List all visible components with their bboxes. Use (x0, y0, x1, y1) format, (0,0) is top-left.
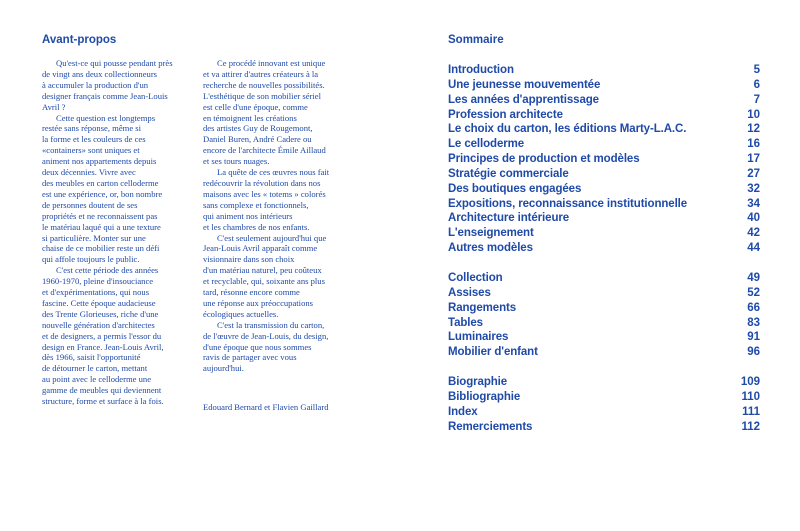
text-line: une réponse aux préoccupations (203, 297, 314, 308)
toc-entry (448, 271, 760, 286)
toc-entry-page: 6 (753, 78, 760, 91)
text-line: chaise de ce mobilier reste un défi (42, 243, 160, 254)
toc-entry-page: 109 (740, 376, 760, 388)
text-line: d'un matériau naturel, peu coûteux (203, 265, 322, 276)
avant-propos-title: Avant-propos (42, 34, 117, 46)
toc-entry-label: Tables (448, 316, 483, 329)
toc-entry-label: Assises (448, 286, 491, 299)
toc-entry-label: Mobilier d'enfant (448, 346, 538, 359)
toc-entry-label: Architecture intérieure (448, 212, 570, 225)
toc-entry-page: 16 (747, 138, 760, 151)
paragraph (203, 58, 353, 167)
toc-entry-page: 110 (741, 390, 760, 403)
toc-group-annexes (448, 375, 760, 434)
text-line: tard, résonne encore comme (203, 287, 300, 298)
text-line: ravis de partager avec vous (203, 352, 297, 363)
toc-entry-page: 112 (741, 420, 760, 433)
text-line: nouvelle génération d'architectes (42, 319, 155, 330)
text-line: si particulière. Monter sur une (42, 232, 146, 243)
toc-entry-page: 12 (747, 123, 760, 136)
toc-entry-page: 52 (747, 286, 760, 299)
text-line: de vingt ans deux collectionneurs (42, 68, 158, 79)
toc-entry (448, 197, 760, 212)
text-line: recherche de nouvelles possibilités. (203, 79, 325, 90)
text-line: fascine. Cette époque audacieuse (42, 297, 156, 308)
text-line: des meubles en carton celloderme (42, 177, 159, 188)
text-line: en témoignent les créations (203, 112, 297, 123)
toc-entry (448, 405, 760, 420)
text-line: designer français comme Jean-Louis (42, 90, 168, 101)
text-line: d'une époque que nous sommes (203, 341, 312, 352)
toc-entry (448, 78, 760, 93)
signature: Edouard Bernard et Flavien Gaillard (203, 402, 329, 412)
toc-entry (448, 316, 760, 331)
text-line: visionnaire dans son choix (203, 254, 295, 265)
toc-entry-label: Stratégie commerciale (448, 167, 569, 180)
text-line: des artistes Guy de Rougemont, (203, 123, 313, 134)
text-line: Cette question est longtemps (56, 112, 156, 123)
toc-entry (448, 108, 760, 123)
text-line: et recyclable, qui, soixante ans plus (203, 276, 325, 287)
sommaire-title: Sommaire (448, 34, 504, 46)
toc-entry-label: Luminaires (448, 331, 509, 344)
toc-entry-page: 44 (747, 242, 760, 255)
toc-entry-page: 10 (747, 108, 760, 121)
text-line: Ce procédé innovant est unique (217, 58, 326, 68)
toc-entry-label: Profession architecte (448, 108, 563, 121)
toc-entry-label: Collection (448, 272, 503, 284)
toc-entry-page: 32 (747, 182, 760, 195)
toc-entry-label: Les années d'apprentissage (448, 93, 599, 106)
toc-entry (448, 211, 760, 226)
paragraph (203, 233, 353, 320)
text-line: à accumuler la production d'un (42, 79, 149, 90)
text-line: et va attirer d'autres créateurs à la (203, 68, 319, 79)
text-line: deux décennies. Vivre avec (42, 167, 136, 178)
toc-entry-page: 49 (747, 272, 760, 284)
toc-entry-page: 40 (747, 212, 760, 225)
toc-entry-page: 91 (747, 331, 760, 344)
text-line: encore de l'architecte Émile Aillaud (203, 145, 326, 156)
toc-entry-page: 66 (747, 301, 760, 314)
toc-entry-page: 5 (753, 64, 760, 76)
text-line: aujourd'hui. (203, 363, 244, 374)
text-line: restée sans réponse, même si (42, 123, 142, 134)
paragraph (203, 320, 353, 375)
toc-entry-label: Le choix du carton, les éditions Marty-L.A.C. (448, 123, 687, 136)
text-line: qui animent nos intérieurs (203, 210, 293, 221)
toc-group-chapters (448, 63, 760, 256)
text-line: structure, forme et surface à la fois. (42, 396, 164, 407)
toc-entry-label: Introduction (448, 64, 514, 76)
text-line: de détourner le carton, mettant (42, 363, 148, 374)
toc-entry (448, 420, 760, 435)
text-line: au point avec le celloderme une (42, 374, 152, 385)
toc-entry (448, 167, 760, 182)
toc-group-collection (448, 271, 760, 360)
text-line: Jean-Louis Avril apparaît comme (203, 243, 318, 254)
toc-entry-label: Index (448, 405, 478, 418)
text-line: gamme de meubles qui deviennent (42, 385, 162, 396)
text-line: La quête de ces œuvres nous fait (217, 167, 330, 178)
toc-entry-label: Le celloderme (448, 138, 525, 151)
text-line: redécouvrir la révolution dans nos (203, 177, 321, 188)
toc-entry-page: 27 (747, 167, 760, 180)
toc-entry (448, 286, 760, 301)
avant-propos-column-2 (203, 58, 353, 374)
toc-entry (448, 375, 760, 390)
text-line: le matériau laqué qui a une texture (42, 221, 161, 232)
toc-entry-page: 42 (747, 227, 760, 240)
toc-entry-label: Principes de production et modèles (448, 153, 640, 166)
toc-entry (448, 301, 760, 316)
text-line: et ses tours nuages. (203, 156, 270, 167)
toc-entry-label: Expositions, reconnaissance institutionnelle (448, 197, 688, 210)
avant-propos-column-1 (42, 58, 192, 407)
text-line: L'esthétique de son mobilier sériel (203, 90, 322, 101)
toc-entry-page: 17 (747, 153, 760, 166)
toc-entry (448, 152, 760, 167)
text-line: de personnes doutent de ses (42, 199, 138, 210)
text-line: des Trente Glorieuses, riche d'une (42, 308, 159, 319)
text-line: propriétés et ne reconnaissent pas (42, 210, 158, 221)
text-line: C'est la transmission du carton, (217, 319, 325, 330)
toc-entry (448, 241, 760, 256)
text-line: et de designers, a permis l'essor du (42, 330, 162, 341)
toc-entry (448, 137, 760, 152)
paragraph (42, 58, 192, 113)
toc-entry-label: L'enseignement (448, 227, 534, 240)
text-line: la forme et les couleurs de ces (42, 134, 146, 145)
toc-entry (448, 390, 760, 405)
text-line: dès 1966, saisit l'opportunité (42, 352, 141, 363)
text-line: Avril ? (42, 101, 66, 112)
text-line: animent nos appartements depuis (42, 156, 157, 167)
toc-entry-label: Biographie (448, 376, 508, 388)
toc-entry-page: 83 (747, 316, 760, 329)
text-line: C'est cette période des années (56, 265, 159, 276)
text-line: et d'expérimentations, qui nous (42, 287, 150, 298)
toc-entry (448, 63, 760, 78)
text-line: «containers» sont uniques et (42, 145, 140, 156)
toc-entry-label: Bibliographie (448, 390, 521, 403)
text-line: et les chambres de nos enfants. (203, 221, 310, 232)
toc-entry-label: Autres modèles (448, 242, 533, 255)
text-line: de l'œuvre de Jean-Louis, du design, (203, 330, 329, 341)
paragraph (42, 265, 192, 407)
toc-entry-label: Une jeunesse mouvementée (448, 78, 601, 91)
text-line: sans complexe et fonctionnels, (203, 199, 309, 210)
text-line: qui affole toujours le public. (42, 254, 140, 265)
toc-entry-page: 34 (747, 197, 760, 210)
toc-entry (448, 122, 760, 137)
paragraph (42, 113, 192, 266)
text-line: Qu'est-ce qui pousse pendant près (56, 58, 173, 68)
text-line: C'est seulement aujourd'hui que (217, 232, 327, 243)
text-line: est une expérience, or, bon nombre (42, 188, 163, 199)
toc-entry-page: 7 (753, 93, 760, 106)
toc-entry (448, 330, 760, 345)
text-line: Daniel Buren, André Cadere ou (203, 134, 312, 145)
toc-entry-label: Des boutiques engagées (448, 182, 582, 195)
toc-entry-page: 96 (747, 346, 760, 359)
toc-entry (448, 345, 760, 360)
toc-entry (448, 182, 760, 197)
text-line: design en France. Jean-Louis Avril, (42, 341, 164, 352)
text-line: est celle d'une époque, comme (203, 101, 308, 112)
text-line: 1960-1970, pleine d'insouciance (42, 276, 154, 287)
text-line: écologiques actuelles. (203, 308, 279, 319)
toc-entry (448, 93, 760, 108)
toc-entry-label: Remerciements (448, 420, 533, 433)
paragraph (203, 167, 353, 232)
toc-entry-page: 111 (742, 405, 760, 418)
text-line: maisons avec les « totems » colorés (203, 188, 326, 199)
toc-entry (448, 226, 760, 241)
toc-entry-label: Rangements (448, 301, 517, 314)
